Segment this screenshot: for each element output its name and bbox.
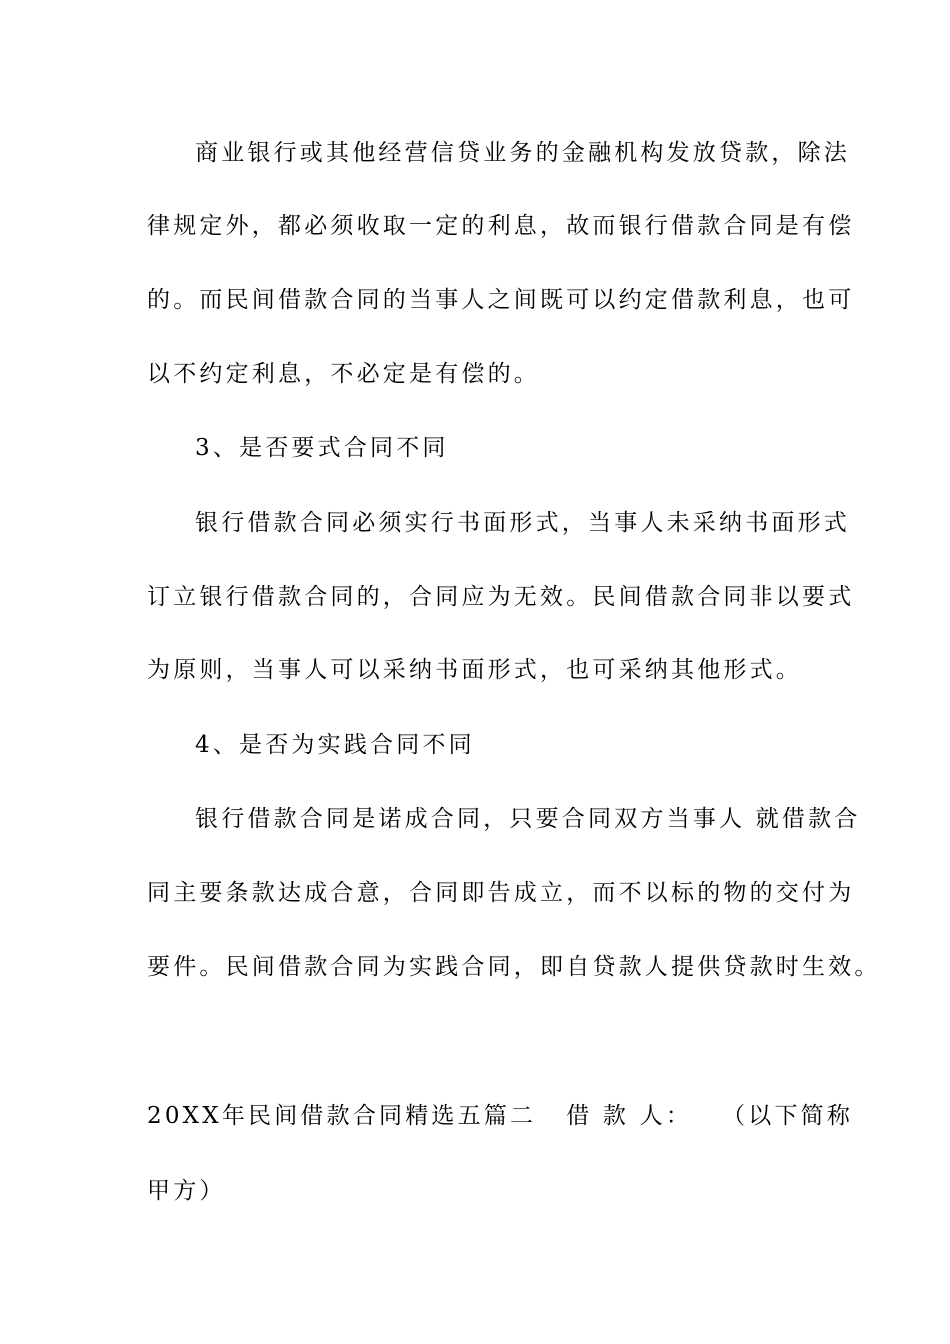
section-heading: 3、是否要式合同不同 [195,435,449,461]
paragraph-line: 商业银行或其他经营信贷业务的金融机构发放贷款，除法 [195,140,850,166]
paragraph-line: 的。而民间借款合同的当事人之间既可以约定借款利息，也可 [147,287,855,313]
contract-section-title: 20XX年民间借款合同精选五篇二 [147,1103,537,1129]
paragraph-line: 甲方） [147,1178,226,1204]
paragraph-line: 律规定外，都必须收取一定的利息，故而银行借款合同是有偿 [147,213,855,239]
paragraph-line: 以不约定利息，不必定是有偿的。 [147,361,540,387]
section-heading: 4、是否为实践合同不同 [195,732,475,758]
borrower-note: （以下简称 [722,1103,854,1129]
paragraph-line: 要件。民间借款合同为实践合同，即自贷款人提供贷款时生效。 [147,954,881,980]
paragraph-line: 订立银行借款合同的，合同应为无效。民间借款合同非以要式 [147,584,855,610]
borrower-label: 借 款 人： [566,1103,693,1129]
contract-title-line [147,1101,853,1131]
paragraph-line: 银行借款合同必须实行书面形式，当事人未采纳书面形式 [195,510,850,536]
paragraph-line: 银行借款合同是诺成合同，只要合同双方当事人 就借款合 [195,806,861,832]
paragraph-line: 为原则，当事人可以采纳书面形式，也可采纳其他形式。 [147,657,802,683]
paragraph-line: 同主要条款达成合意，合同即告成立，而不以标的物的交付为 [147,880,855,906]
